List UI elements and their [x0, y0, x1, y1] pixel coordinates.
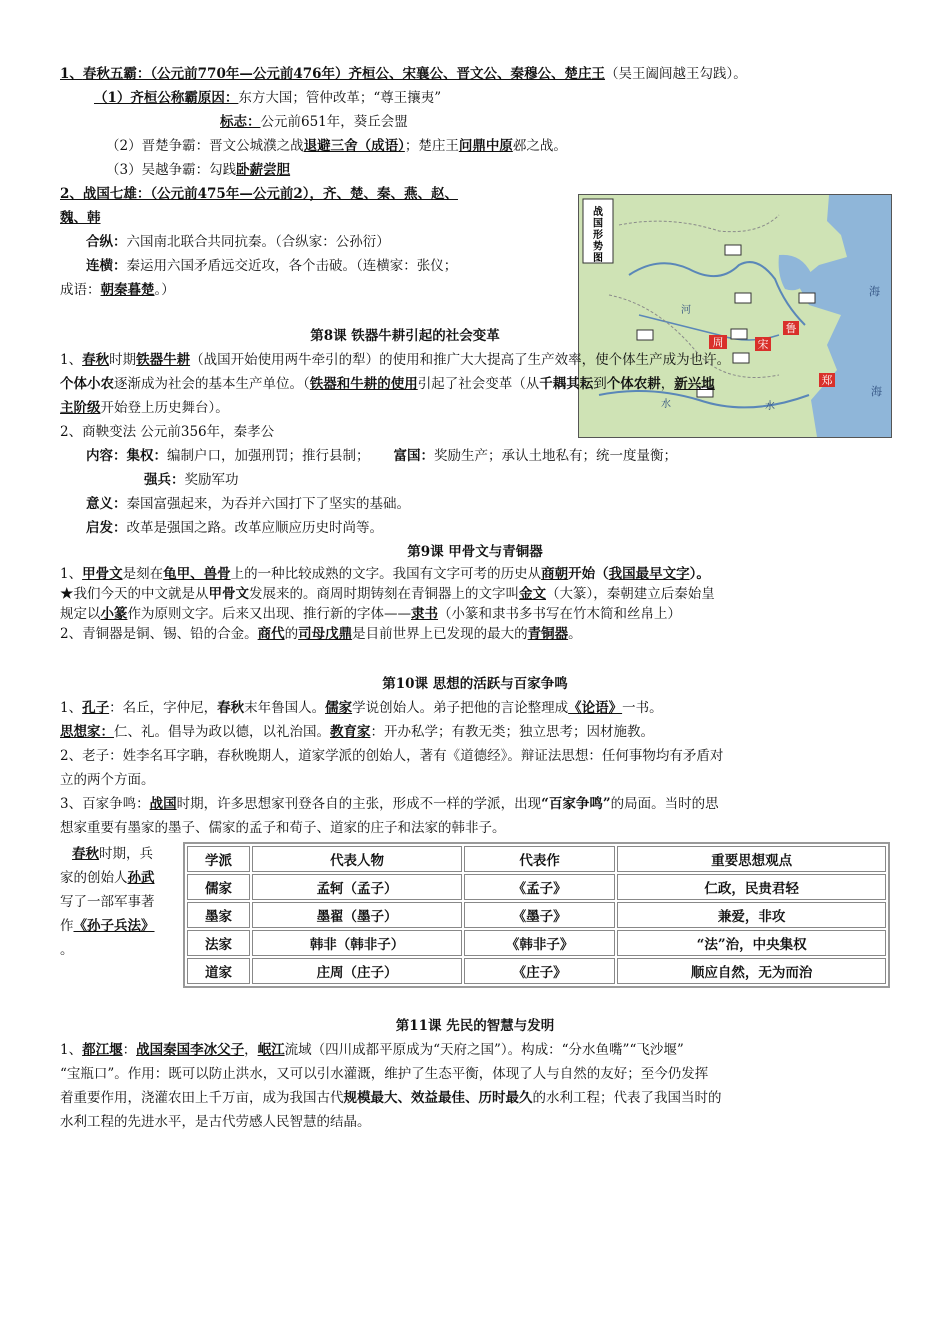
map-song-label: 宋: [757, 338, 769, 351]
table-row: [187, 874, 886, 900]
table-row: [187, 958, 886, 984]
lesson9-p1: 1、甲骨文是刻在龟甲、兽骨上的一种比较成熟的文字。我国有文字可考的历史从商朝开始（我国最早文字）。: [60, 566, 710, 582]
lesson8-title: 第8课 铁器牛耕引起的社会变革: [310, 328, 500, 344]
table-cell: 墨家: [187, 902, 250, 928]
idiom-line: 成语：朝秦暮楚。）: [60, 282, 175, 298]
table-cell: 孟轲（孟子）: [252, 874, 462, 900]
lesson9-p4: 2、青铜器是铜、锡、铅的合金。商代的司母戊鼎是目前世界上已发现的最大的青铜器。: [60, 626, 582, 642]
lesson9-p2: ★我们今天的中文就是从甲骨文发展来的。商周时期铸刻在青铜器上的文字叫金文（大篆），秦朝建立后秦始皇: [60, 586, 715, 602]
sec2-title: 2、战国七雄：（公元前475年—公元前2），齐、楚、秦、燕、赵、: [60, 186, 458, 202]
sec1-line2: （1）齐桓公称霸原因：东方大国；管仲改革；“尊王攘夷”: [94, 90, 442, 106]
map-river-label: 河: [681, 305, 691, 316]
table-cell: 道家: [187, 958, 250, 984]
lesson11-p1: 1、都江堰：战国秦国李冰父子，岷江流域（四川成都平原成为“天府之国”）。构成：“分水鱼嘴”“飞沙堰”: [60, 1042, 684, 1058]
lesson8-p4: 2、商鞅变法 公元前356年，秦孝公: [60, 424, 275, 440]
map-title-char: 形: [593, 230, 603, 241]
table-row: [187, 902, 886, 928]
lesson11-p2: “宝瓶口”。作用：既可以防止洪水，又可以引水灌溉，维护了生态平衡，体现了人与自然的友好；至今仍发挥: [60, 1066, 709, 1082]
table-cell: 《庄子》: [464, 958, 615, 984]
sunzi-note: 春秋时期，兵 家的创始人孙武 写了一部军事著 作《孙子兵法》 。: [60, 846, 155, 958]
hezong-line: 合纵：六国南北联合共同抗秦。（合纵家：公孙衍）: [86, 234, 390, 250]
table-cell: 法家: [187, 930, 250, 956]
lesson11-p3: 着重要作用，浇灌农田上千万亩，成为我国古代规模最大、效益最佳、历时最久的水利工程；代表了我国当时的: [60, 1090, 722, 1106]
lesson9-p3: 规定以小篆作为原则文字。后来又出现、推行新的字体——隶书（小篆和隶书多书写在竹木简和丝帛上）: [60, 606, 681, 622]
lesson11-title: 第11课 先民的智慧与发明: [395, 1018, 555, 1034]
map-river-label: 水: [661, 399, 671, 410]
lesson8-p6: 强兵：奖励军功: [144, 472, 239, 488]
lesson8-p1: 1、春秋时期铁器牛耕（战国开始使用两牛牵引的犁）的使用和推广大大提高了生产效率，使个体生产成为也许。: [60, 352, 731, 368]
schools-block: [60, 842, 890, 1000]
table-header: 代表人物: [252, 846, 462, 872]
map-sea-label: 海: [871, 385, 882, 398]
lesson10-title: 第10课 思想的活跃与百家争鸣: [382, 676, 568, 692]
sec2-title-cont: 魏、韩: [60, 210, 101, 226]
map-sea-label: 海: [869, 285, 880, 298]
sec1-line3: 标志：公元前651年，葵丘会盟: [220, 114, 408, 130]
table-cell: 儒家: [187, 874, 250, 900]
map-river-label: 水: [765, 401, 775, 412]
five-hegemons: 春秋五霸：（公元前770年—公元前476年）齐桓公、宋襄公、晋文公、秦穆公、楚庄王: [82, 66, 606, 82]
table-header: 重要思想观点: [617, 846, 886, 872]
table-header: 代表作: [464, 846, 615, 872]
table-cell: 《孟子》: [464, 874, 615, 900]
schools-table: [183, 842, 890, 988]
map-title-char: 图: [593, 253, 603, 264]
table-cell: 韩非（韩非子）: [252, 930, 462, 956]
lesson10-p3: 2、老子：姓李名耳字聃，春秋晚期人，道家学派的创始人，著有《道德经》。辩证法思想：任何事物均有矛盾对: [60, 748, 724, 764]
lesson8-p3: 主阶级开始登上历史舞台）。: [60, 400, 229, 416]
warring-states-section: [60, 182, 560, 302]
table-cell: 庄周（庄子）: [252, 958, 462, 984]
lianheng-line: 连横：秦运用六国矛盾远交近攻，各个击破。（连横家：张仪；: [86, 258, 458, 274]
lesson10-p1: 1、孔子：名丘，字仲尼，春秋末年鲁国人。儒家学说创始人。弟子把他的言论整理成《论语》一书。: [60, 700, 663, 716]
table-header: 学派: [187, 846, 250, 872]
lesson10-p2: 思想家：仁、礼。倡导为政以德，以礼治国。教育家：开办私学；有教无类；独立思考；因材施教。: [60, 724, 654, 740]
map-zhou-label: 周: [712, 336, 724, 349]
table-cell: 顺应自然，无为而治: [617, 958, 886, 984]
lesson10-p5: 3、百家争鸣：战国时期，许多思想家刊登各自的主张，形成不一样的学派，出现“百家争鸣”的局面。当时的思: [60, 796, 719, 812]
table-cell: 仁政，民贵君轻: [617, 874, 886, 900]
lesson9-title: 第9课 甲骨文与青铜器: [407, 544, 543, 560]
map-lu-label: 鲁: [785, 322, 797, 335]
table-cell: 墨翟（墨子）: [252, 902, 462, 928]
lesson10-p4: 立的两个方面。: [60, 772, 155, 788]
map-title-char: 势: [593, 241, 603, 253]
table-cell: 《韩非子》: [464, 930, 615, 956]
table-cell: 兼爱，非攻: [617, 902, 886, 928]
table-row: [187, 930, 886, 956]
table-cell: “法”治，中央集权: [617, 930, 886, 956]
map-title-char: 战: [593, 207, 603, 218]
lesson8-p5: 内容：集权：编制户口，加强刑罚；推行县制； 富国：奖励生产；承认土地私有；统一度量衡；: [86, 448, 677, 464]
lesson8-p7: 意义：秦国富强起来，为吞并六国打下了坚实的基础。: [86, 496, 410, 512]
table-header-row: [187, 846, 886, 872]
document-page: [60, 62, 890, 1134]
map-zheng-label: 郑: [821, 374, 833, 387]
lesson11-p4: 水利工程的先进水平，是古代劳感人民智慧的结晶。: [60, 1114, 371, 1130]
table-cell: 《墨子》: [464, 902, 615, 928]
sec1-line1: 1、春秋五霸：（公元前770年—公元前476年）齐桓公、宋襄公、晋文公、秦穆公、楚庄王（吴王阖闾越王勾践）。: [60, 66, 747, 82]
lesson10-p6: 想家重要有墨家的墨子、儒家的孟子和荀子、道家的庄子和法家的韩非子。: [60, 820, 506, 836]
sec1-line4: （2）晋楚争霸：晋文公城濮之战退避三舍（成语）；楚庄王问鼎中原邲之战。: [106, 138, 567, 154]
map-title-char: 国: [593, 218, 603, 230]
lesson8-p8: 启发：改革是强国之路。改革应顺应历史时尚等。: [86, 520, 383, 536]
lesson8-p2: 个体小农逐渐成为社会的基本生产单位。（铁器和牛耕的使用引起了社会变革（从千耦其耘到个体农耕，新兴地: [60, 376, 715, 392]
sec1-line5: （3）吴越争霸：勾践卧薪尝胆: [106, 162, 291, 178]
